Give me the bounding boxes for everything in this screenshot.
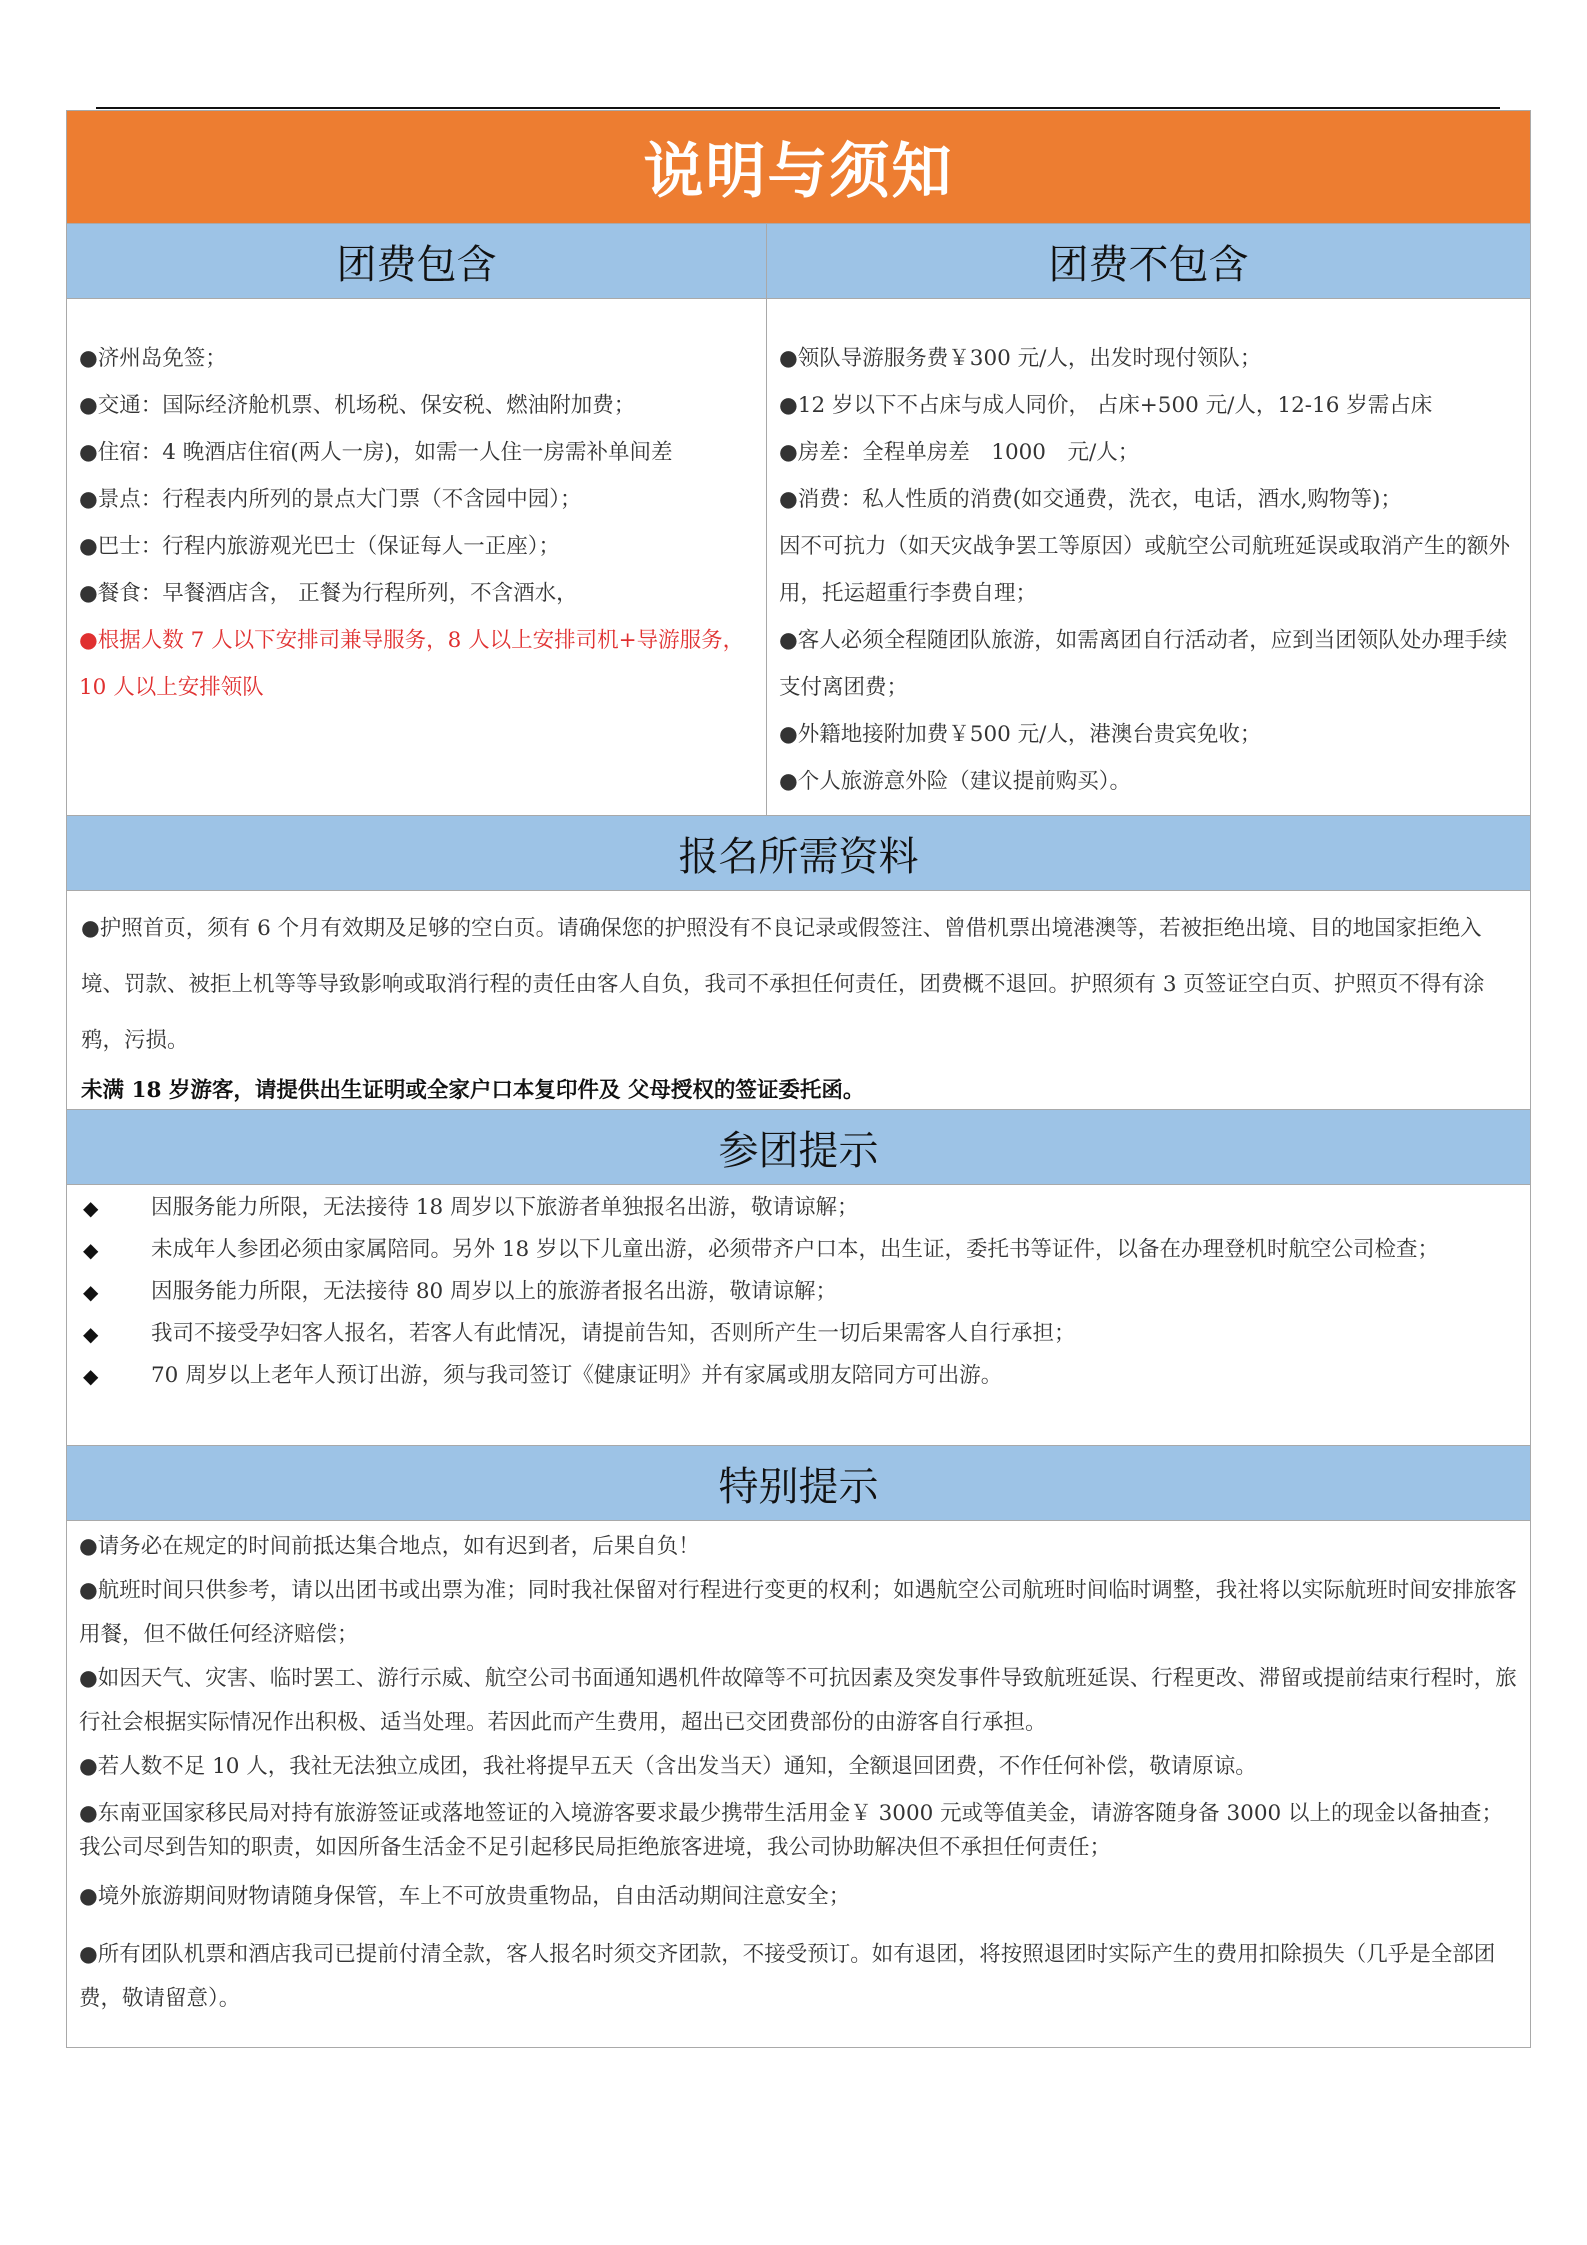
list-item: ●交通：国际经济舱机票、机场税、保安税、燃油附加费； <box>79 393 636 418</box>
top-rule <box>96 107 1500 109</box>
list-item: ●外籍地接附加费￥500 元/人，港澳台贵宾免收； <box>779 722 1262 747</box>
diamond-bullet-icon: ◆ <box>83 1196 99 1220</box>
list-item: ◆ 70 周岁以上老年人预订出游，须与我司签订《健康证明》并有家属或朋友陪同方可出游。 <box>81 1361 1514 1391</box>
list-item: ●所有团队机票和酒店我司已提前付清全款，客人报名时须交齐团款，不接受预订。如有退团，将按照退团时实际产生的费用扣除损失（几乎是全部团费，敬请留意）。 <box>79 1942 1496 2011</box>
passport-requirements: ●护照首页，须有 6 个月有效期及足够的空白页。请确保您的护照没有不良记录或假签注、曾借机票出境港澳等，若被拒绝出境、目的地国家拒绝入境、罚款、被拒上机等等导致影响或取消行程的责任由客人自负，我司不承担任何责任，团费概不退回。护照须有 3 页签证空白页、护照页不得有涂鸦，污损。 <box>81 916 1485 1053</box>
diamond-bullet-icon: ◆ <box>83 1280 99 1304</box>
list-item: ●请务必在规定的时间前抵达集合地点，如有迟到者，后果自负！ <box>79 1534 700 1559</box>
list-item: ●境外旅游期间财物请随身保管，车上不可放贵重物品，自由活动期间注意安全； <box>79 1884 851 1909</box>
special-heading: 特别提示 <box>67 1445 1530 1521</box>
tips-heading: 参团提示 <box>67 1109 1530 1185</box>
list-item: ●济州岛免签； <box>79 346 227 371</box>
list-item: ●客人必须全程随团队旅游，如需离团自行活动者，应到当团领队处办理手续支付离团费； <box>779 628 1508 700</box>
excluded-heading: 团费不包含 <box>767 224 1530 299</box>
list-item: ●餐食：早餐酒店含， 正餐为行程所列，不含酒水， <box>79 581 578 606</box>
included-heading: 团费包含 <box>67 224 766 299</box>
list-item: ●消费：私人性质的消费(如交通费，洗衣，电话，酒水,购物等)； <box>779 487 1402 512</box>
included-list <box>67 299 766 815</box>
list-item: ◆ 因服务能力所限，无法接待 80 周岁以上的旅游者报名出游，敬请谅解； <box>81 1277 1514 1307</box>
requirements-body <box>67 891 1530 1109</box>
list-item: ●景点：行程表内所列的景点大门票（不含园中园）； <box>79 487 582 512</box>
list-item: ●个人旅游意外险（建议提前购买）。 <box>779 769 1132 794</box>
excluded-list <box>767 299 1530 815</box>
list-item: ●领队导游服务费￥300 元/人，出发时现付领队； <box>779 346 1262 371</box>
included-column <box>67 224 767 815</box>
list-item: ●房差：全程单房差 1000 元/人； <box>779 440 1140 465</box>
list-item: ●住宿：4 晚酒店住宿(两人一房)，如需一人住一房需补单间差 <box>79 440 673 465</box>
diamond-bullet-icon: ◆ <box>83 1322 99 1346</box>
list-item: ●东南亚国家移民局对持有旅游签证或落地签证的入境游客要求最少携带生活用金￥ 3000 元或等值美金，请游客随身备 3000 以上的现金以备抽查；我公司尽到告知的职责，如因所备生活金不足引起移民局拒绝旅客进境，我公司协助解决但不承担任何责任； <box>79 1801 1504 1860</box>
tips-list <box>67 1185 1530 1445</box>
requirements-heading: 报名所需资料 <box>67 815 1530 891</box>
page-title: 说明与须知 <box>67 111 1530 224</box>
staffing-note: ●根据人数 7 人以下安排司兼导服务，8 人以上安排司机+导游服务，10 人以上安排领队 <box>79 628 745 700</box>
list-item: ◆ 我司不接受孕妇客人报名，若客人有此情况，请提前告知，否则所产生一切后果需客人自行承担； <box>81 1319 1514 1349</box>
list-item: ●12 岁以下不占床与成人同价， 占床+500 元/人，12-16 岁需占床 <box>779 393 1433 418</box>
list-item: ●如因天气、灾害、临时罢工、游行示威、航空公司书面通知遇机件故障等不可抗因素及突发事件导致航班延误、行程更改、滞留或提前结束行程时，旅行社会根据实际情况作出积极、适当处理。若因此而产生费用，超出已交团费部份的由游客自行承担。 <box>79 1666 1517 1735</box>
fee-section <box>67 224 1530 815</box>
list-item: 因不可抗力（如天灾战争罢工等原因）或航空公司航班延误或取消产生的额外用，托运超重行李费自理； <box>779 534 1511 606</box>
diamond-bullet-icon: ◆ <box>83 1364 99 1388</box>
list-item: ●航班时间只供参考，请以出团书或出票为准；同时我社保留对行程进行变更的权利；如遇航空公司航班时间临时调整，我社将以实际航班时间安排旅客用餐，但不做任何经济赔偿； <box>79 1578 1517 1647</box>
list-item: ◆ 未成年人参团必须由家属陪同。另外 18 岁以下儿童出游，必须带齐户口本，出生证，委托书等证件，以备在办理登机时航空公司检查； <box>81 1235 1514 1265</box>
special-list <box>67 1521 1530 2047</box>
notice-document <box>66 110 1531 2048</box>
list-item: ◆ 因服务能力所限，无法接待 18 周岁以下旅游者单独报名出游，敬请谅解； <box>81 1193 1514 1223</box>
diamond-bullet-icon: ◆ <box>83 1238 99 1262</box>
list-item: ●巴士：行程内旅游观光巴士（保证每人一正座）； <box>79 534 561 559</box>
excluded-column <box>767 224 1530 815</box>
minor-note: 未满 18 岁游客，请提供出生证明或全家户口本复印件及 父母授权的签证委托函。 <box>81 1078 865 1103</box>
list-item: ●若人数不足 10 人，我社无法独立成团，我社将提早五天（含出发当天）通知，全额退回团费，不作任何补偿，敬请原谅。 <box>79 1754 1257 1779</box>
